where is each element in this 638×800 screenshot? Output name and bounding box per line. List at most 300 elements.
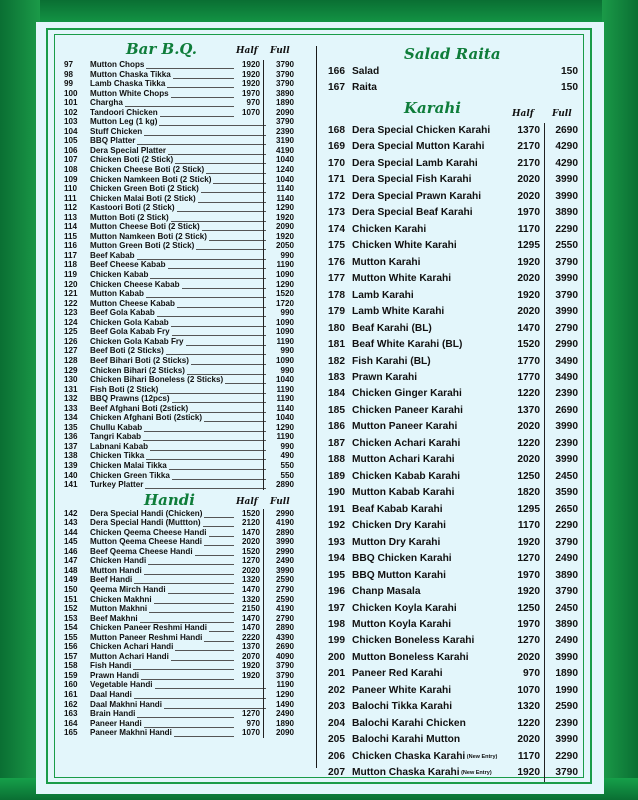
item-number: 199: [328, 635, 345, 647]
item-full-price: 1720: [275, 298, 294, 308]
price-separator: [263, 413, 264, 423]
item-number: 181: [328, 339, 345, 351]
item-number: 103: [64, 117, 78, 127]
item-leader-line: [204, 509, 234, 518]
menu-item-row: [324, 716, 578, 732]
menu-item-row: [324, 568, 578, 584]
price-separator: [263, 232, 264, 242]
item-leader-line: [173, 70, 234, 79]
price-separator: [263, 117, 264, 127]
item-full-price: 4190: [275, 145, 294, 155]
item-number: 101: [64, 98, 78, 108]
menu-item-row: [64, 518, 310, 528]
menu-item-row: [64, 184, 310, 194]
price-separator: [544, 650, 545, 666]
menu-item-row: [64, 614, 310, 624]
price-separator: [263, 385, 264, 395]
price-separator: [544, 683, 545, 699]
item-half-price: 1250: [517, 602, 540, 614]
item-half-price: 1070: [241, 728, 260, 738]
menu-item-row: [64, 337, 310, 347]
karahi-full-label: Full: [552, 108, 572, 119]
item-full-price: 2290: [555, 520, 578, 532]
item-half-price: 1920: [241, 79, 260, 89]
item-half-price: 1270: [241, 709, 260, 719]
item-number: 115: [64, 231, 78, 241]
item-number: 109: [64, 174, 78, 184]
item-name: Chicken Bihari (2 Sticks): [90, 365, 185, 375]
item-full-price: 990: [280, 441, 294, 451]
item-half-price: 2070: [241, 651, 260, 661]
item-number: 147: [64, 556, 78, 566]
item-full-price: 3790: [275, 79, 294, 89]
menu-item-row: [324, 156, 578, 172]
item-number: 136: [64, 432, 78, 442]
menu-item-row: [64, 661, 310, 671]
item-leader-line: [171, 318, 266, 327]
item-leader-line: [146, 289, 266, 298]
item-note: (New Entry): [459, 770, 492, 777]
item-full-price: 1920: [275, 231, 294, 241]
right-column: [324, 46, 578, 782]
item-name: Chicken Dry Karahi: [352, 520, 446, 532]
item-number: 172: [328, 190, 345, 202]
menu-item-row: [324, 370, 578, 386]
item-name: Beef Afghani Boti (2stick): [90, 403, 189, 413]
item-number: 188: [328, 454, 345, 466]
item-full-price: 2690: [555, 124, 578, 136]
item-full-price: 1190: [276, 384, 294, 394]
item-name: Beef Cheese Kabab: [90, 260, 166, 270]
menu-item-row: [324, 354, 578, 370]
item-full-price: 2650: [555, 503, 578, 515]
menu-item-row: [324, 485, 578, 501]
price-separator: [544, 601, 545, 617]
price-separator: [263, 661, 264, 671]
price-separator: [544, 485, 545, 501]
item-name: Stuff Chicken: [90, 126, 143, 136]
item-name: Chicken Cheese Kabab: [90, 279, 180, 289]
item-name: Chicken Gola Kabab: [90, 317, 169, 327]
item-leader-line: [174, 728, 234, 737]
price-separator: [544, 238, 545, 254]
item-number: 160: [64, 680, 78, 690]
item-half-price: 2020: [517, 306, 540, 318]
item-full-price: 1290: [275, 422, 294, 432]
item-name: Mutton White Chops: [90, 88, 169, 98]
item-name: Chicken Boneless Karahi: [352, 635, 475, 647]
price-separator: [263, 423, 264, 433]
item-name: Mutton Karahi: [352, 256, 421, 268]
menu-item-row: [64, 270, 310, 280]
menu-item-row: [324, 469, 578, 485]
item-leader-line: [157, 308, 266, 317]
item-number: 144: [64, 527, 78, 537]
item-full-price: 2590: [555, 701, 578, 713]
item-number: 176: [328, 256, 345, 268]
item-half-price: 1970: [517, 619, 540, 630]
menu-item-row: [324, 502, 578, 518]
item-number: 100: [64, 88, 78, 98]
item-half-price: 1320: [241, 594, 260, 604]
karahi-title: Karahi: [404, 98, 461, 117]
item-full-price: 1190: [276, 394, 294, 404]
menu-item-row: [64, 566, 310, 576]
item-leader-line: [172, 327, 266, 336]
item-number: 127: [64, 346, 78, 356]
item-full-price: 4290: [555, 157, 578, 169]
price-separator: [263, 203, 264, 213]
item-name: Chicken Ginger Karahi: [352, 388, 462, 400]
price-separator: [263, 79, 264, 89]
item-half-price: 1370: [517, 124, 540, 136]
item-number: 151: [64, 594, 78, 604]
item-name: Beef Handi: [90, 575, 133, 585]
menu-item-row: [64, 232, 310, 242]
menu-item-row: [64, 709, 310, 719]
item-leader-line: [191, 356, 266, 365]
item-name: Beef Boti (2 Sticks): [90, 346, 164, 356]
item-leader-line: [177, 299, 266, 308]
item-half-price: 1170: [517, 750, 540, 762]
menu-item-row: [64, 404, 310, 414]
item-leader-line: [150, 442, 266, 451]
item-name: Lamb Chaska Tikka: [90, 79, 166, 89]
item-leader-line: [143, 432, 266, 441]
item-number: 204: [328, 717, 345, 729]
item-number: 155: [64, 632, 78, 642]
menu-item-row: [324, 205, 578, 221]
item-full-price: 4190: [275, 604, 294, 614]
item-full-price: 990: [280, 308, 294, 318]
menu-item-row: [64, 241, 310, 251]
item-half-price: 1170: [517, 223, 540, 235]
item-name: Chicken Malai Boti (2 Stick): [90, 193, 196, 203]
item-full-price: 2790: [275, 584, 294, 594]
item-half-price: 1920: [241, 661, 260, 671]
menu-item-row: [64, 299, 310, 309]
item-full-price: 3990: [555, 651, 578, 663]
item-full-price: 3790: [555, 586, 578, 598]
item-number: 122: [64, 298, 78, 308]
price-separator: [544, 551, 545, 567]
item-full-price: 3590: [555, 487, 578, 499]
item-name: Beef Gola Kabab Fry: [90, 327, 170, 337]
item-number: 126: [64, 336, 78, 346]
item-number: 123: [64, 308, 78, 318]
item-number: 203: [328, 701, 345, 713]
menu-item-row: [64, 413, 310, 423]
menu-item-row: [324, 683, 578, 699]
item-number: 179: [328, 306, 345, 318]
item-name: Chicken Qeema Cheese Handi: [90, 527, 207, 537]
price-separator: [263, 194, 264, 204]
item-leader-line: [203, 518, 234, 527]
item-full-price: 3890: [555, 207, 578, 219]
item-half-price: 1270: [517, 553, 540, 565]
item-name: Mutton Paneer Karahi: [352, 421, 458, 433]
item-full-price: 1040: [275, 155, 294, 165]
item-full-price: 4090: [275, 651, 294, 661]
item-number: 206: [328, 750, 345, 762]
menu-item-row: [324, 139, 578, 155]
handi-header: [64, 490, 310, 509]
price-separator: [263, 146, 264, 156]
price-separator: [263, 280, 264, 290]
item-leader-line: [140, 614, 234, 623]
item-number: 143: [64, 518, 78, 528]
item-leader-line: [137, 136, 266, 145]
item-number: 120: [64, 279, 78, 289]
item-half-price: 2020: [517, 651, 540, 663]
item-leader-line: [133, 661, 234, 670]
item-half-price: 2020: [517, 421, 540, 433]
price-separator: [263, 652, 264, 662]
menu-item-row: [64, 556, 310, 566]
menu-item-row: [64, 671, 310, 681]
price-separator: [263, 566, 264, 576]
item-number: 132: [64, 394, 78, 404]
left-column: [64, 40, 310, 738]
item-name: Balochi Karahi Chicken: [352, 717, 466, 729]
item-number: 130: [64, 375, 78, 385]
item-number: 174: [328, 223, 345, 235]
price-separator: [263, 700, 264, 710]
price-separator: [263, 633, 264, 643]
item-number: 183: [328, 371, 345, 383]
item-half-price: 1920: [517, 586, 540, 598]
item-full-price: 1140: [276, 193, 294, 203]
item-full-price: 1040: [275, 174, 294, 184]
item-leader-line: [144, 566, 234, 575]
item-number: 105: [64, 136, 78, 146]
menu-item-row: [64, 604, 310, 614]
item-number: 148: [64, 565, 78, 575]
menu-item-row: [324, 255, 578, 271]
menu-item-row: [324, 123, 578, 139]
menu-item-row: [64, 165, 310, 175]
item-number: 185: [328, 404, 345, 416]
item-number: 102: [64, 107, 78, 117]
item-full-price: 990: [280, 346, 294, 356]
item-name: Beef Makhni: [90, 613, 138, 623]
item-name: Chicken Gola Kabab Fry: [90, 336, 184, 346]
item-full-price: 1990: [555, 684, 578, 696]
item-number: 169: [328, 141, 345, 153]
item-full-price: 1090: [275, 327, 294, 337]
bbq-half-label: Half: [236, 46, 258, 56]
item-name: Salad: [352, 66, 380, 77]
karahi-list: [324, 123, 578, 782]
menu-item-row: [324, 403, 578, 419]
menu-item-row: [64, 442, 310, 452]
item-number: 177: [328, 273, 345, 285]
price-separator: [263, 346, 264, 356]
item-name: Chicken Makhni: [90, 594, 152, 604]
item-name: Dera Special Platter: [90, 145, 167, 155]
item-name: Mutton Kabab Karahi: [352, 487, 455, 499]
menu-item-row: [324, 238, 578, 254]
menu-item-row: [324, 271, 578, 287]
item-number: 125: [64, 327, 78, 337]
menu-item-row: [64, 575, 310, 585]
item-full-price: 2990: [275, 508, 294, 518]
item-half-price: 1470: [517, 322, 540, 334]
menu-item-row: [64, 480, 310, 490]
menu-item-row: [64, 366, 310, 376]
item-name: Chicken Karahi: [352, 223, 427, 235]
item-full-price: 1190: [276, 260, 294, 270]
item-leader-line: [144, 423, 266, 432]
item-name: Brain Handi: [90, 709, 136, 719]
item-full-price: 2790: [275, 613, 294, 623]
item-name: Dera Special Prawn Karahi: [352, 190, 482, 202]
menu-item-row: [64, 318, 310, 328]
menu-item-row: [64, 98, 310, 108]
item-leader-line: [172, 394, 266, 403]
menu-item-row: [324, 436, 578, 452]
item-full-price: 3990: [555, 454, 578, 466]
price-separator: [263, 556, 264, 566]
item-half-price: 2020: [517, 190, 540, 202]
price-separator: [263, 595, 264, 605]
item-full-price: 3790: [275, 661, 294, 671]
item-number: 150: [64, 584, 78, 594]
item-leader-line: [213, 175, 266, 184]
price-separator: [263, 614, 264, 624]
item-leader-line: [149, 604, 234, 613]
item-number: 131: [64, 384, 78, 394]
item-name: Chicken Cheese Boti (2 Stick): [90, 165, 205, 175]
price-separator: [544, 139, 545, 155]
price-separator: [263, 728, 264, 738]
item-name: Mutton Handi: [90, 565, 142, 575]
item-number: 139: [64, 460, 78, 470]
item-number: 162: [64, 699, 78, 709]
item-name: Chicken Chaska Karahi (New Entry): [352, 750, 498, 762]
menu-item-row: [324, 732, 578, 748]
menu-item-row: [64, 203, 310, 213]
price-separator: [544, 749, 545, 765]
item-leader-line: [144, 719, 234, 728]
item-name: Kastoori Boti (2 Stick): [90, 203, 175, 213]
item-half-price: 1250: [517, 470, 540, 482]
item-name: Fish Karahi (BL): [352, 355, 431, 367]
price-separator: [263, 98, 264, 108]
item-name: Fish Handi: [90, 661, 132, 671]
price-separator: [263, 318, 264, 328]
item-full-price: 1240: [275, 165, 294, 175]
item-name: Raita: [352, 82, 377, 94]
price-separator: [544, 189, 545, 205]
item-number: 99: [64, 79, 74, 89]
item-half-price: 1520: [517, 339, 540, 351]
item-full-price: 2090: [275, 728, 294, 738]
item-full-price: 1040: [275, 413, 294, 423]
item-name: Prawn Handi: [90, 670, 140, 680]
bbq-list: [64, 60, 310, 490]
item-name: Chicken White Karahi: [352, 240, 457, 252]
price-separator: [544, 288, 545, 304]
item-full-price: 550: [280, 470, 294, 480]
item-full-price: 1090: [275, 355, 294, 365]
item-leader-line: [171, 213, 266, 222]
item-half-price: 1920: [241, 670, 260, 680]
item-name: Chicken Kabab Karahi: [352, 470, 461, 482]
item-leader-line: [159, 117, 266, 126]
item-number: 129: [64, 365, 78, 375]
item-number: 137: [64, 441, 78, 451]
menu-item-row: [324, 189, 578, 205]
item-full-price: 2390: [555, 437, 578, 449]
price-separator: [263, 289, 264, 299]
item-half-price: 2020: [517, 734, 540, 746]
item-number: 134: [64, 413, 78, 423]
menu-item-row: [64, 537, 310, 547]
item-number: 153: [64, 613, 78, 623]
menu-item-row: [324, 765, 578, 781]
item-number: 191: [328, 503, 345, 515]
item-name: Chicken Achari Karahi: [352, 437, 461, 449]
item-full-price: 2490: [275, 556, 294, 566]
item-number: 98: [64, 69, 74, 79]
item-number: 121: [64, 289, 78, 299]
menu-item-row: [64, 155, 310, 165]
item-full-price: 3990: [555, 421, 578, 433]
item-full-price: 2050: [275, 241, 294, 251]
menu-item-row: [64, 60, 310, 70]
item-leader-line: [209, 528, 234, 537]
menu-item-row: [64, 509, 310, 519]
menu-item-row: [64, 194, 310, 204]
item-name: Chargha: [90, 98, 123, 108]
item-full-price: 150: [561, 82, 578, 94]
item-number: 156: [64, 642, 78, 652]
item-full-price: 2390: [275, 126, 294, 136]
item-number: 178: [328, 289, 345, 301]
item-full-price: 3790: [275, 60, 294, 69]
item-half-price: 1220: [517, 437, 540, 449]
menu-item-row: [64, 70, 310, 80]
item-number: 201: [328, 668, 345, 680]
item-full-price: 4190: [275, 518, 294, 528]
item-half-price: 1170: [517, 520, 540, 532]
price-separator: [544, 123, 545, 139]
item-name: Chicken Paneer Karahi: [352, 404, 463, 416]
item-full-price: 2290: [555, 750, 578, 762]
item-name: Mutton Chaska Tikka: [90, 69, 171, 79]
price-separator: [263, 270, 264, 280]
item-leader-line: [168, 146, 266, 155]
menu-item-row: [64, 461, 310, 471]
item-half-price: 1320: [241, 575, 260, 585]
price-separator: [263, 480, 264, 490]
item-leader-line: [150, 270, 266, 279]
item-half-price: 970: [246, 718, 260, 728]
item-leader-line: [204, 537, 234, 546]
price-separator: [263, 547, 264, 557]
item-half-price: 1770: [517, 371, 540, 383]
price-separator: [263, 241, 264, 251]
item-half-price: 1270: [517, 635, 540, 647]
price-separator: [263, 451, 264, 461]
menu-item-row: [324, 551, 578, 567]
menu-item-row: [324, 584, 578, 600]
menu-item-row: [64, 375, 310, 385]
item-half-price: 1070: [241, 107, 260, 117]
item-half-price: 1220: [517, 388, 540, 400]
item-number: 117: [64, 250, 78, 260]
